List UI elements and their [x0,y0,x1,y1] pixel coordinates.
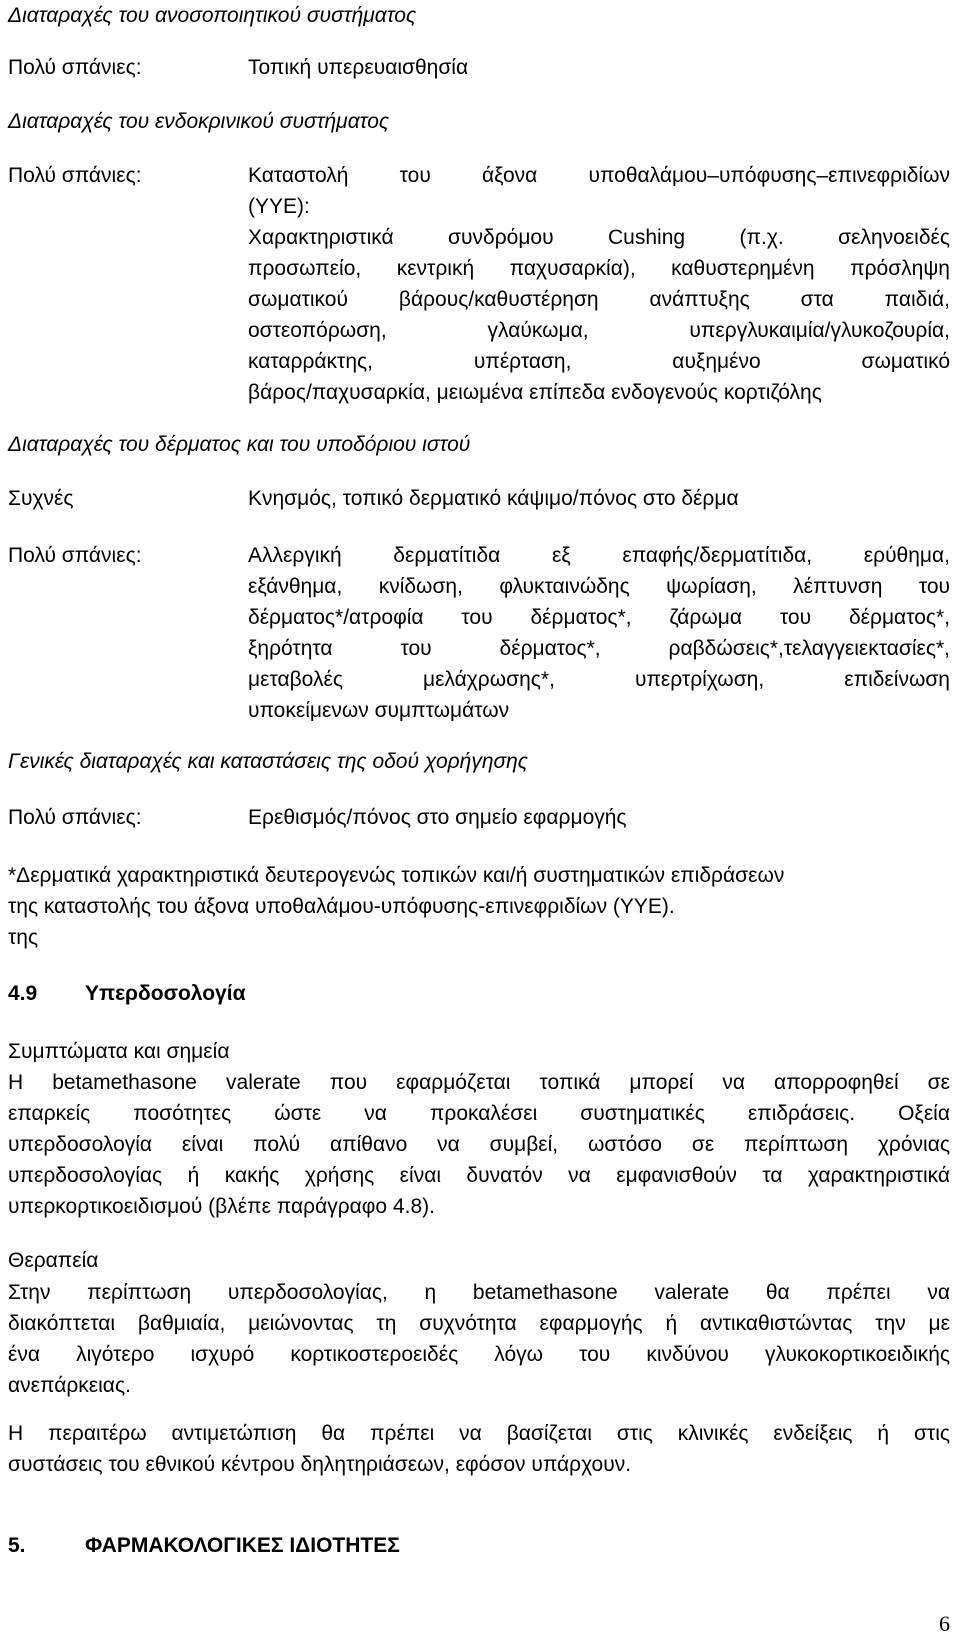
frequency-label: Πολύ σπάνιες: [8,164,142,187]
section-heading-administration: Γενικές διαταραχές και καταστάσεις της οδού χορήγησης [8,750,529,773]
section-title: Υπερδοσολογία [85,982,246,1005]
paragraph-line: Καταστολή του άξονα υποθαλάμου–υπόφυσης–επινεφριδίων [248,164,950,187]
adverse-effect-text: Κνησμός, τοπικό δερματικό κάψιμο/πόνος στο δέρμα [248,487,739,510]
page-number: 6 [939,1611,950,1636]
paragraph-line: διακόπτεται βαθμιαία, μειώνοντας τη συχνότητα εφαρμογής ή αντικαθιστώντας την με [8,1312,950,1335]
paragraph-line: εξάνθημα, κνίδωση, φλυκταινώδης ψωρίαση, λέπτυνση του [248,575,950,598]
paragraph-line: Η περαιτέρω αντιμετώπιση θα πρέπει να βασίζεται στις κλινικές ενδείξεις ή στις [8,1422,950,1445]
paragraph-line: καταρράκτης, υπέρταση, αυξημένο σωματικό [248,350,950,373]
paragraph-line: υπερκορτικοειδισμού (βλέπε παράγραφο 4.8). [8,1195,435,1218]
paragraph-line: υπερδοσολογία είναι πολύ απίθανο να συμβεί, ωστόσο σε περίπτωση χρόνιας [8,1133,950,1156]
paragraph-line: δέρματος*/ατροφία του δέρματος*, ζάρωμα του δέρματος*, [248,606,950,629]
treatment-paragraph [8,1277,950,1401]
footnote [8,860,950,953]
adverse-effect-paragraph [248,160,950,408]
frequency-label: Πολύ σπάνιες: [8,806,142,829]
paragraph-line: σωματικού βάρους/καθυστέρηση ανάπτυξης στα παιδιά, [248,288,950,311]
paragraph-line: Στην περίπτωση υπερδοσολογίας, η betamethasone valerate θα πρέπει να [8,1281,950,1304]
paragraph-line: Χαρακτηριστικά συνδρόμου Cushing (π.χ. σεληνοειδές [248,226,950,249]
frequency-label: Πολύ σπάνιες: [8,544,142,567]
adverse-effect-text: Τοπική υπερευαισθησία [248,56,469,79]
paragraph-line: επαρκείς ποσότητες ώστε να προκαλέσει συστηματικές επιδράσεις. Οξεία [8,1102,950,1125]
section-heading-skin: Διαταραχές του δέρματος και του υποδόριου ιστού [8,433,471,456]
symptoms-paragraph [8,1067,950,1222]
subheading-treatment: Θεραπεία [8,1249,99,1272]
section-heading-immune: Διαταραχές του ανοσοποιητικού συστήματος [8,4,417,27]
paragraph-line: (ΥΥΕ): [248,195,310,218]
footnote-line: της [8,926,39,949]
footnote-line: *Δερματικά χαρακτηριστικά δευτερογενώς τοπικών και/ή συστηματικών επιδράσεων [8,864,785,887]
section-title: ΦΑΡΜΑΚΟΛΟΓΙΚΕΣ ΙΔΙΟΤΗΤΕΣ [85,1534,400,1557]
further-management-paragraph [8,1418,950,1480]
paragraph-line: υποκείμενων συμπτωμάτων [248,699,510,722]
adverse-effect-paragraph [248,540,950,726]
frequency-label: Συχνές [8,487,74,510]
paragraph-line: υπερδοσολογίας ή κακής χρήσης είναι δυνατόν να εμφανισθούν τα χαρακτηριστικά [8,1164,950,1187]
paragraph-line: ανεπάρκειας. [8,1374,131,1397]
section-heading-endocrine: Διαταραχές του ενδοκρινικού συστήματος [8,110,390,133]
paragraph-line: ξηρότητα του δέρματος*, ραβδώσεις*,τελαγγειεκτασίες*, [248,637,950,660]
paragraph-line: ένα λιγότερο ισχυρό κορτικοστεροειδές λόγω του κινδύνου γλυκοκορτικοειδικής [8,1343,950,1366]
adverse-effect-text: Ερεθισμός/πόνος στο σημείο εφαρμογής [248,806,627,829]
paragraph-line: προσωπείο, κεντρική παχυσαρκία), καθυστερημένη πρόσληψη [248,257,950,280]
paragraph-line: συστάσεις του εθνικού κέντρου δηλητηριάσεων, εφόσον υπάρχουν. [8,1453,632,1476]
paragraph-line: Η betamethasone valerate που εφαρμόζεται τοπικά μπορεί να απορροφηθεί σε [8,1071,950,1094]
frequency-label: Πολύ σπάνιες: [8,56,142,79]
paragraph-line: Αλλεργική δερματίτιδα εξ επαφής/δερματίτιδα, ερύθημα, [248,544,950,567]
section-number: 4.9 [8,982,38,1005]
paragraph-line: μεταβολές μελάχρωσης*, υπερτρίχωση, επιδείνωση [248,668,950,691]
footnote-line: της καταστολής του άξονα υποθαλάμου-υπόφυσης-επινεφριδίων (ΥΥΕ). [8,895,675,918]
section-number: 5. [8,1534,26,1557]
subheading-symptoms: Συμπτώματα και σημεία [8,1040,230,1063]
paragraph-line: βάρος/παχυσαρκία, μειωμένα επίπεδα ενδογενούς κορτιζόλης [248,381,822,404]
paragraph-line: οστεοπόρωση, γλαύκωμα, υπεργλυκαιμία/γλυκοζουρία, [248,319,950,342]
